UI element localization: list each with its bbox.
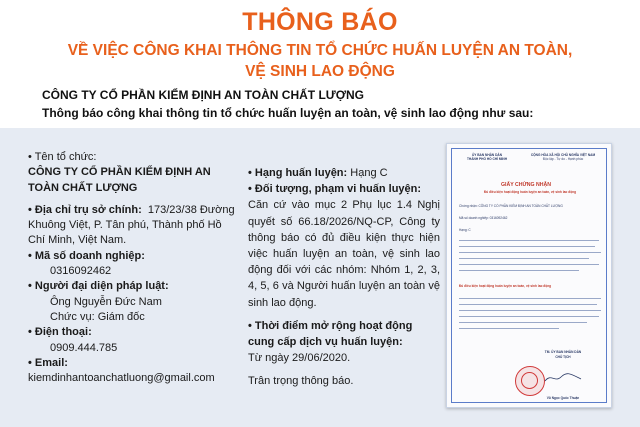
scope-label: • Đối tượng, phạm vi huấn luyện: [248, 183, 422, 196]
closing-text: Trân trọng thông báo. [248, 375, 354, 388]
cert-field-4: Đủ điều kiện hoạt động huấn luyện an toàn, vệ sinh lao động [459, 284, 552, 288]
cert-signer-title: TM. ỦY BAN NHÂN DÂN [544, 350, 582, 354]
company-name: CÔNG TY CỔ PHẦN KIỂM ĐỊNH AN TOÀN CHẤT LƯỢNG [42, 88, 364, 102]
cert-issuer-1: ỦY BAN NHÂN DÂN [471, 153, 503, 157]
tax-label: • Mã số doanh nghiệp: [28, 249, 145, 262]
email-label: • Email: [28, 356, 68, 369]
organization-info [28, 150, 238, 386]
rank-label: • Hạng huấn luyện: [248, 167, 348, 179]
cert-signer-role: CHỦ TỊCH [555, 355, 571, 359]
email-value: kiemdinhantoanchatluong@gmail.com [28, 372, 215, 385]
cert-signer-name: Vũ Ngọc Quốc Thuận [546, 396, 580, 400]
cert-field-1: Chứng nhận: CÔNG TY CỔ PHẦN KIỂM ĐỊNH AN TOÀN CHẤT LƯỢNG [459, 204, 563, 208]
rep-label: • Người đại diện pháp luật: [28, 280, 169, 293]
notice-title: THÔNG BÁO [242, 8, 398, 36]
cert-field-2: Mã số doanh nghiệp: 0316092462 [459, 216, 508, 220]
signature-icon [543, 372, 583, 384]
red-seal-icon [515, 366, 545, 396]
org-value: CÔNG TY CỔ PHẦN KIỂM ĐỊNH AN TOÀN CHẤT LƯỢNG [28, 166, 211, 194]
phone-label: • Điện thoại: [28, 326, 92, 339]
cert-subtitle: Đủ điều kiện hoạt động huấn luyện an toàn, vệ sinh lao động [483, 190, 577, 194]
cert-nation-2: Độc lập - Tự do - Hạnh phúc [542, 157, 584, 161]
cert-nation-1: CỘNG HÒA XÃ HỘI CHỦ NGHĨA VIỆT NAM [530, 153, 596, 157]
intro-text: Thông báo công khai thông tin tổ chức huấn luyện an toàn, vệ sinh lao động như sau: [42, 106, 534, 120]
address-value: 173/23/38 Đường Khuông Việt, P. Tân phú, Thành phố Hồ Chí Minh, Việt Nam. [28, 203, 235, 247]
address-label: • Địa chỉ trụ sở chính: [28, 203, 142, 216]
notice-subtitle [40, 40, 600, 82]
cert-issuer-2: THÀNH PHỐ HỒ CHÍ MINH [466, 157, 508, 161]
phone-value: 0909.444.785 [50, 341, 118, 354]
notice-header [0, 0, 640, 128]
org-label: • Tên tổ chức: [28, 151, 97, 163]
subtitle-line-2: VỆ SINH LAO ĐỘNG [245, 63, 395, 80]
rep-name: Ông Nguyễn Đức Nam [50, 295, 162, 308]
cert-field-3: Hạng: C [459, 228, 471, 232]
time-label: • Thời điểm mở rộng hoạt động cung cấp dịch vụ huấn luyện: [248, 319, 413, 349]
subtitle-line-1: VỀ VIỆC CÔNG KHAI THÔNG TIN TỔ CHỨC HUẤN LUYỆN AN TOÀN, [67, 42, 573, 59]
tax-value: 0316092462 [50, 265, 112, 278]
rep-title: Chức vụ: Giám đốc [50, 310, 145, 323]
address-block [28, 203, 238, 249]
cert-title: GIẤY CHỨNG NHẬN [500, 182, 552, 188]
scope-value: Căn cứ vào mục 2 Phụ lục 1.4 Nghị quyết số 66.18/2026/NQ-CP, Công ty thông báo có đủ điều kiện thực hiện việc huấn luyện an toàn, vệ sinh lao động đối với các nhóm: Nhóm 1, 2, 3, 4, 5, 6 và Người huấn luyện an toàn vệ sinh lao động. [248, 199, 440, 309]
time-value: Từ ngày 29/06/2020. [248, 352, 351, 365]
certificate-image [446, 143, 612, 408]
training-info [248, 165, 440, 390]
rank-block [248, 165, 440, 181]
rank-value: Hạng C [350, 167, 388, 179]
